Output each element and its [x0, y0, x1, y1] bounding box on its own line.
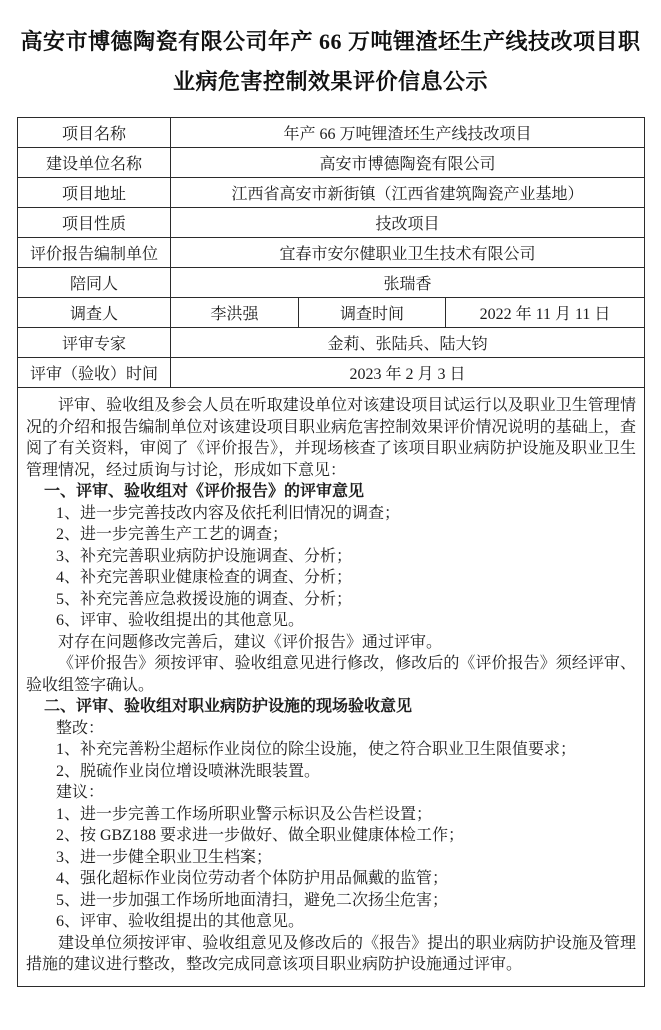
table-row-construction-unit [18, 148, 644, 178]
table-row-project-address [18, 178, 644, 208]
row-label: 评审专家 [18, 328, 171, 357]
row-value: 高安市博德陶瓷有限公司 [319, 156, 496, 173]
table-row-accompanying-person [18, 268, 644, 298]
row-value-investigation-time: 2022 年 11 月 11 日 [479, 306, 611, 323]
rectify-label: 整改： [56, 719, 105, 737]
row-value: 宜春市安尔健职业卫生技术有限公司 [279, 246, 536, 263]
row-label: 建设单位名称 [18, 148, 171, 177]
row-label: 项目地址 [18, 178, 171, 207]
row-label: 评价报告编制单位 [18, 238, 171, 267]
section1-item: 4、补充完善职业健康检查的调查、分析； [56, 569, 353, 586]
section1-revision-note: 《评价报告》须按评审、验收组意见进行修改，修改后的《评价报告》须经评审、验收组签字确认。 [26, 655, 636, 694]
rectify-item: 1、补充完善粉尘超标作业岗位的除尘设施，使之符合职业卫生限值要求； [56, 741, 577, 758]
suggest-item: 5、进一步加强工作场所地面清扫，避免二次扬尘危害； [56, 891, 449, 909]
row-label: 评审（验收）时间 [18, 358, 171, 387]
row-label: 项目性质 [18, 208, 171, 237]
page-title: 高安市博德陶瓷有限公司年产 66 万吨锂渣坯生产线技改项目职业病危害控制效果评价信息公示 [20, 29, 641, 94]
row-label: 调查人 [18, 298, 171, 327]
section2-heading: 二、评审、验收组对职业病防护设施的现场验收意见 [44, 698, 413, 715]
row-value: 技改项目 [375, 216, 440, 233]
row-value-investigator: 李洪强 [171, 298, 299, 327]
table-row-review-time [18, 358, 644, 388]
section1-conclusion: 对存在问题修改完善后，建议《评价报告》通过评审。 [58, 633, 443, 651]
rectify-item: 2、脱硫作业岗位增设喷淋洗眼装置。 [56, 762, 321, 780]
suggest-item: 6、评审、验收组提出的其他意见。 [56, 913, 305, 930]
row-label-investigation-time: 调查时间 [299, 298, 446, 327]
row-label: 陪同人 [18, 268, 171, 297]
row-value: 年产 66 万吨锂渣坯生产线技改项目 [283, 126, 532, 143]
section1-item: 2、进一步完善生产工艺的调查； [56, 526, 289, 543]
table-row-investigator [18, 298, 644, 328]
table-row-project-nature [18, 208, 644, 238]
section1-item: 6、评审、验收组提出的其他意见。 [56, 612, 305, 629]
table-row-review-experts [18, 328, 644, 358]
suggest-item: 4、强化超标作业岗位劳动者个体防护用品佩戴的监管； [56, 870, 449, 887]
table-row-report-compiler [18, 238, 644, 268]
table-row-project-name [18, 118, 644, 148]
closing-paragraph: 建设单位须按评审、验收组意见及修改后的《报告》提出的职业病防护设施及管理措施的建议进行整改，整改完成同意该项目职业病防护设施通过评审。 [26, 934, 636, 973]
suggest-item: 3、进一步健全职业卫生档案； [56, 848, 273, 866]
section1-heading: 一、评审、验收组对《评价报告》的评审意见 [44, 483, 365, 500]
body-text [18, 388, 644, 986]
row-value: 张瑞香 [383, 276, 432, 293]
section1-item: 5、补充完善应急救援设施的调查、分析； [56, 590, 353, 608]
row-label: 项目名称 [18, 118, 171, 147]
section1-item: 1、进一步完善技改内容及依托利旧情况的调查； [56, 504, 401, 522]
info-table [18, 118, 644, 388]
section1-item: 3、补充完善职业病防护设施调查、分析； [56, 547, 353, 565]
row-value: 2023 年 2 月 3 日 [349, 366, 466, 383]
row-value: 江西省高安市新街镇（江西省建筑陶瓷产业基地） [231, 186, 584, 203]
document-frame [17, 117, 645, 987]
row-value: 金莉、张陆兵、陆大钧 [327, 336, 488, 353]
suggest-item: 1、进一步完善工作场所职业警示标识及公告栏设置； [56, 805, 433, 823]
intro-paragraph: 评审、验收组及参会人员在听取建设单位对该建设项目试运行以及职业卫生管理情况的介绍和报告编制单位对该建设项目职业病危害控制效果评价情况说明的基础上，查阅了有关资料，审阅了《评价报告》，并现场核查了该项目职业病防护设施及职业卫生管理情况，经过质询与讨论，形成如下意见： [26, 397, 636, 479]
suggest-label: 建议： [56, 784, 105, 801]
suggest-item: 2、按 GBZ188 要求进一步做好、做全职业健康体检工作； [56, 827, 465, 844]
